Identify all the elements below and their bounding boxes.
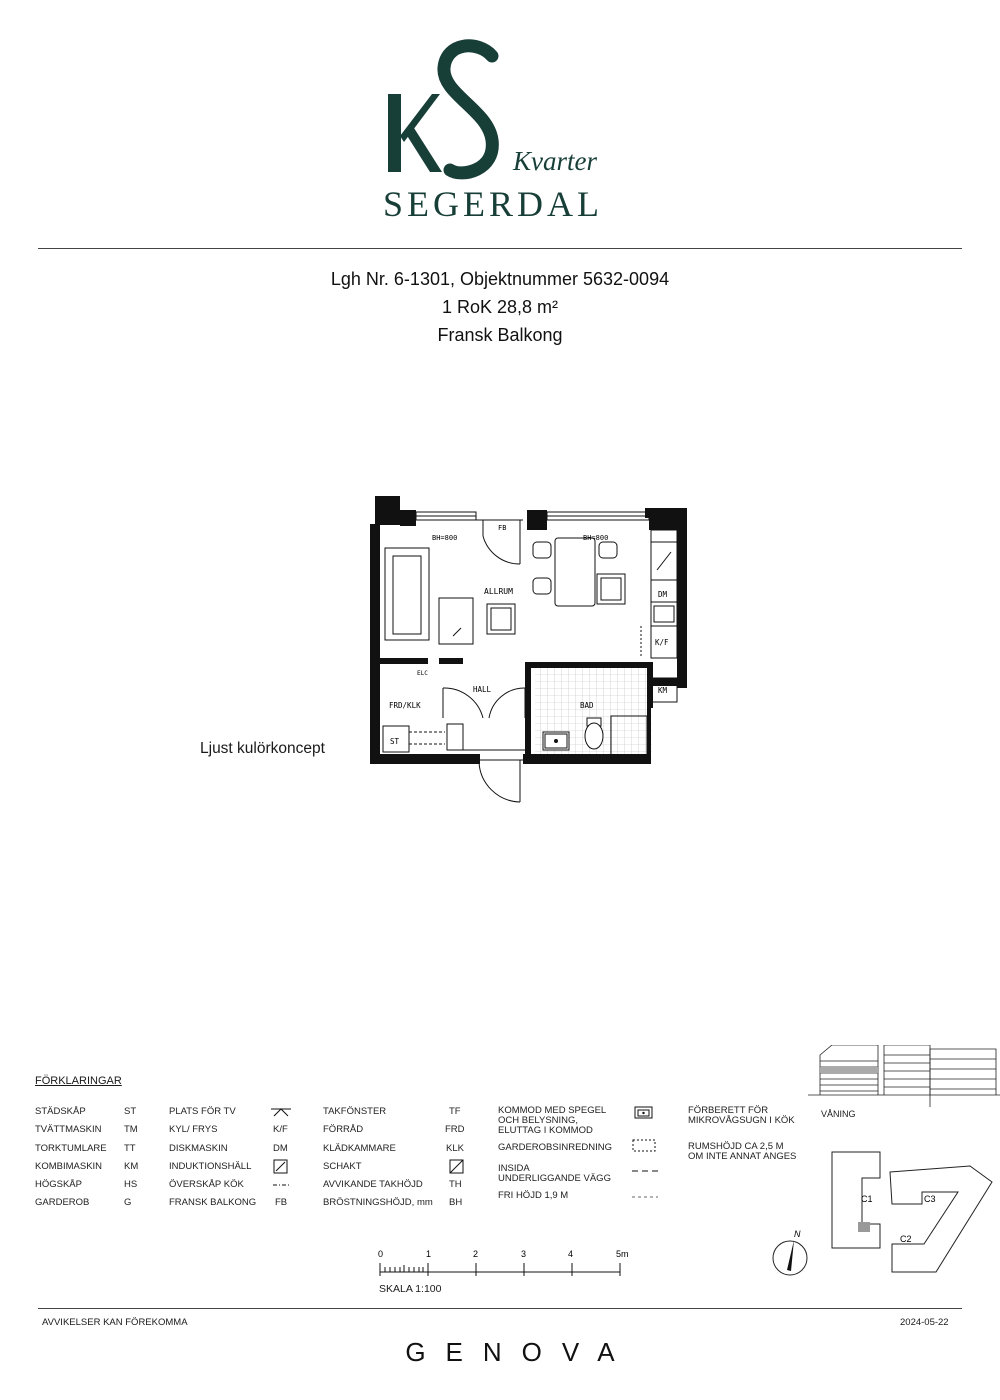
scale-label: SKALA 1:100 (379, 1283, 442, 1295)
brand-kvarter: Kvarter (513, 146, 597, 176)
desk-mark (453, 628, 461, 636)
legend-item: AVVIKANDE TAKHÖJD TH (323, 1179, 462, 1191)
header-divider (38, 248, 962, 249)
free-height-icon (632, 1194, 658, 1200)
scale-bar (375, 1246, 635, 1280)
legend-item: TAKFÖNSTER TF (323, 1106, 461, 1117)
entrance-door (479, 760, 523, 802)
induction-hob-icon (273, 1159, 289, 1174)
legend-col3 (323, 1106, 483, 1216)
legend-item: DISKMASKIN DM (169, 1142, 288, 1154)
wardrobe-fittings-icon (632, 1138, 658, 1154)
current-floor-highlight (820, 1067, 878, 1073)
desk (439, 598, 473, 644)
scale-tick-2: 2 (473, 1249, 479, 1259)
kf-label: K/F (655, 638, 669, 647)
scale-tick-1: 1 (426, 1249, 432, 1259)
footer-divider (38, 1308, 962, 1309)
north-arrow-icon (770, 1226, 816, 1280)
north-label: N (794, 1229, 801, 1239)
legend-item: TORKTUMLARE TT (35, 1142, 136, 1154)
fb-label: FB (498, 524, 507, 532)
underlying-wall-icon (632, 1168, 658, 1174)
bad-label: BAD (580, 701, 594, 710)
legend-item: SCHAKT (323, 1161, 483, 1179)
legend-item: PLATS FÖR TV (169, 1106, 299, 1124)
legend-col2 (169, 1106, 299, 1216)
site-c3: C3 (924, 1194, 936, 1204)
legend-item: GARDEROB G (35, 1197, 132, 1209)
legend-item: KOMMOD MED SPEGEL OCH BELYSNING, ELUTTAG I KOMMOD (498, 1106, 668, 1142)
legend-item: HÖGSKÅP HS (35, 1179, 138, 1191)
scale-tick-4: 4 (568, 1249, 574, 1259)
bh-label-right: BH=800 (583, 534, 609, 542)
st-label: ST (390, 737, 400, 746)
shaft-icon (449, 1159, 465, 1174)
color-concept: Ljust kulörkoncept (200, 740, 325, 757)
legend-item: INSIDA UNDERLIGGANDE VÄGG (498, 1164, 668, 1190)
scale-tick-3: 3 (521, 1249, 527, 1259)
armchair (487, 604, 515, 634)
allrum-label: ALLRUM (484, 587, 513, 596)
legend-item: KOMBIMASKIN KM (35, 1160, 139, 1172)
genova-logo: GENOVA (405, 1337, 635, 1367)
apartment-number: Lgh Nr. 6-1301, Objektnummer 5632-0094 (330, 269, 670, 289)
deviations-note: AVVIKELSER KAN FÖREKOMMA (42, 1317, 188, 1328)
legend-item: FRI HÖJD 1,9 M (498, 1190, 668, 1208)
wall-cabinet-icon (273, 1182, 291, 1188)
scale-tick-5: 5m (616, 1249, 629, 1259)
legend-col1 (35, 1106, 145, 1216)
scale-tick-0: 0 (378, 1249, 384, 1259)
bh-label-left: BH=800 (432, 534, 458, 542)
hall-label: HALL (473, 685, 492, 694)
storage-shelves (383, 724, 525, 752)
site-c1: C1 (861, 1194, 873, 1204)
apartment-size: 1 RoK 28,8 m² (441, 297, 559, 317)
legend-item: GARDEROBSINREDNING (498, 1142, 668, 1164)
legend-item: KLÄDKAMMARE KLK (323, 1142, 464, 1154)
unit-location (858, 1222, 870, 1232)
legend-item: KYL/ FRYS K/F (169, 1124, 288, 1136)
vaning-label: VÅNING (821, 1109, 856, 1119)
legend-item: FÖRRÅD FRD (323, 1124, 465, 1136)
balcony-type: Fransk Balkong (437, 325, 563, 345)
building-elevation (808, 1045, 1000, 1110)
dining-chairs (533, 542, 625, 604)
legend-item: TVÄTTMASKIN TM (35, 1124, 138, 1136)
shaft-column (375, 496, 400, 525)
legend-item: ÖVERSKÅP KÖK (169, 1179, 299, 1197)
dining-table (555, 538, 595, 606)
ks-logo-monogram (380, 38, 510, 183)
vanity-mirror-icon (634, 1106, 654, 1120)
brand-segerdal: SEGERDAL (383, 184, 603, 224)
document-date: 2024-05-22 (900, 1317, 949, 1328)
legend-col4 (498, 1106, 668, 1208)
dm-label: DM (658, 590, 668, 599)
legend-col5 (688, 1106, 818, 1168)
frd-klk-label: FRD/KLK (389, 701, 421, 710)
km-label: KM (658, 686, 668, 695)
legend-item: INDUKTIONSHÄLL (169, 1161, 299, 1179)
floor-plan (365, 492, 695, 812)
legend-item: RUMSHÖJD CA 2,5 M OM INTE ANNAT ANGES (688, 1141, 797, 1162)
legend-item: FRANSK BALKONG FB (169, 1197, 288, 1209)
site-c2: C2 (900, 1234, 912, 1244)
tv-icon (270, 1107, 292, 1117)
elc-label: ELC (417, 670, 428, 677)
legend-item: FÖRBERETT FÖR MIKROVÅGSUGN I KÖK (688, 1105, 795, 1126)
site-plan (820, 1148, 1000, 1278)
bed (385, 548, 429, 640)
legend-item: STÄDSKÅP ST (35, 1106, 137, 1117)
legend-title: FÖRKLARINGAR (35, 1075, 122, 1087)
legend-item: BRÖSTNINGSHÖJD, mm BH (323, 1197, 463, 1209)
